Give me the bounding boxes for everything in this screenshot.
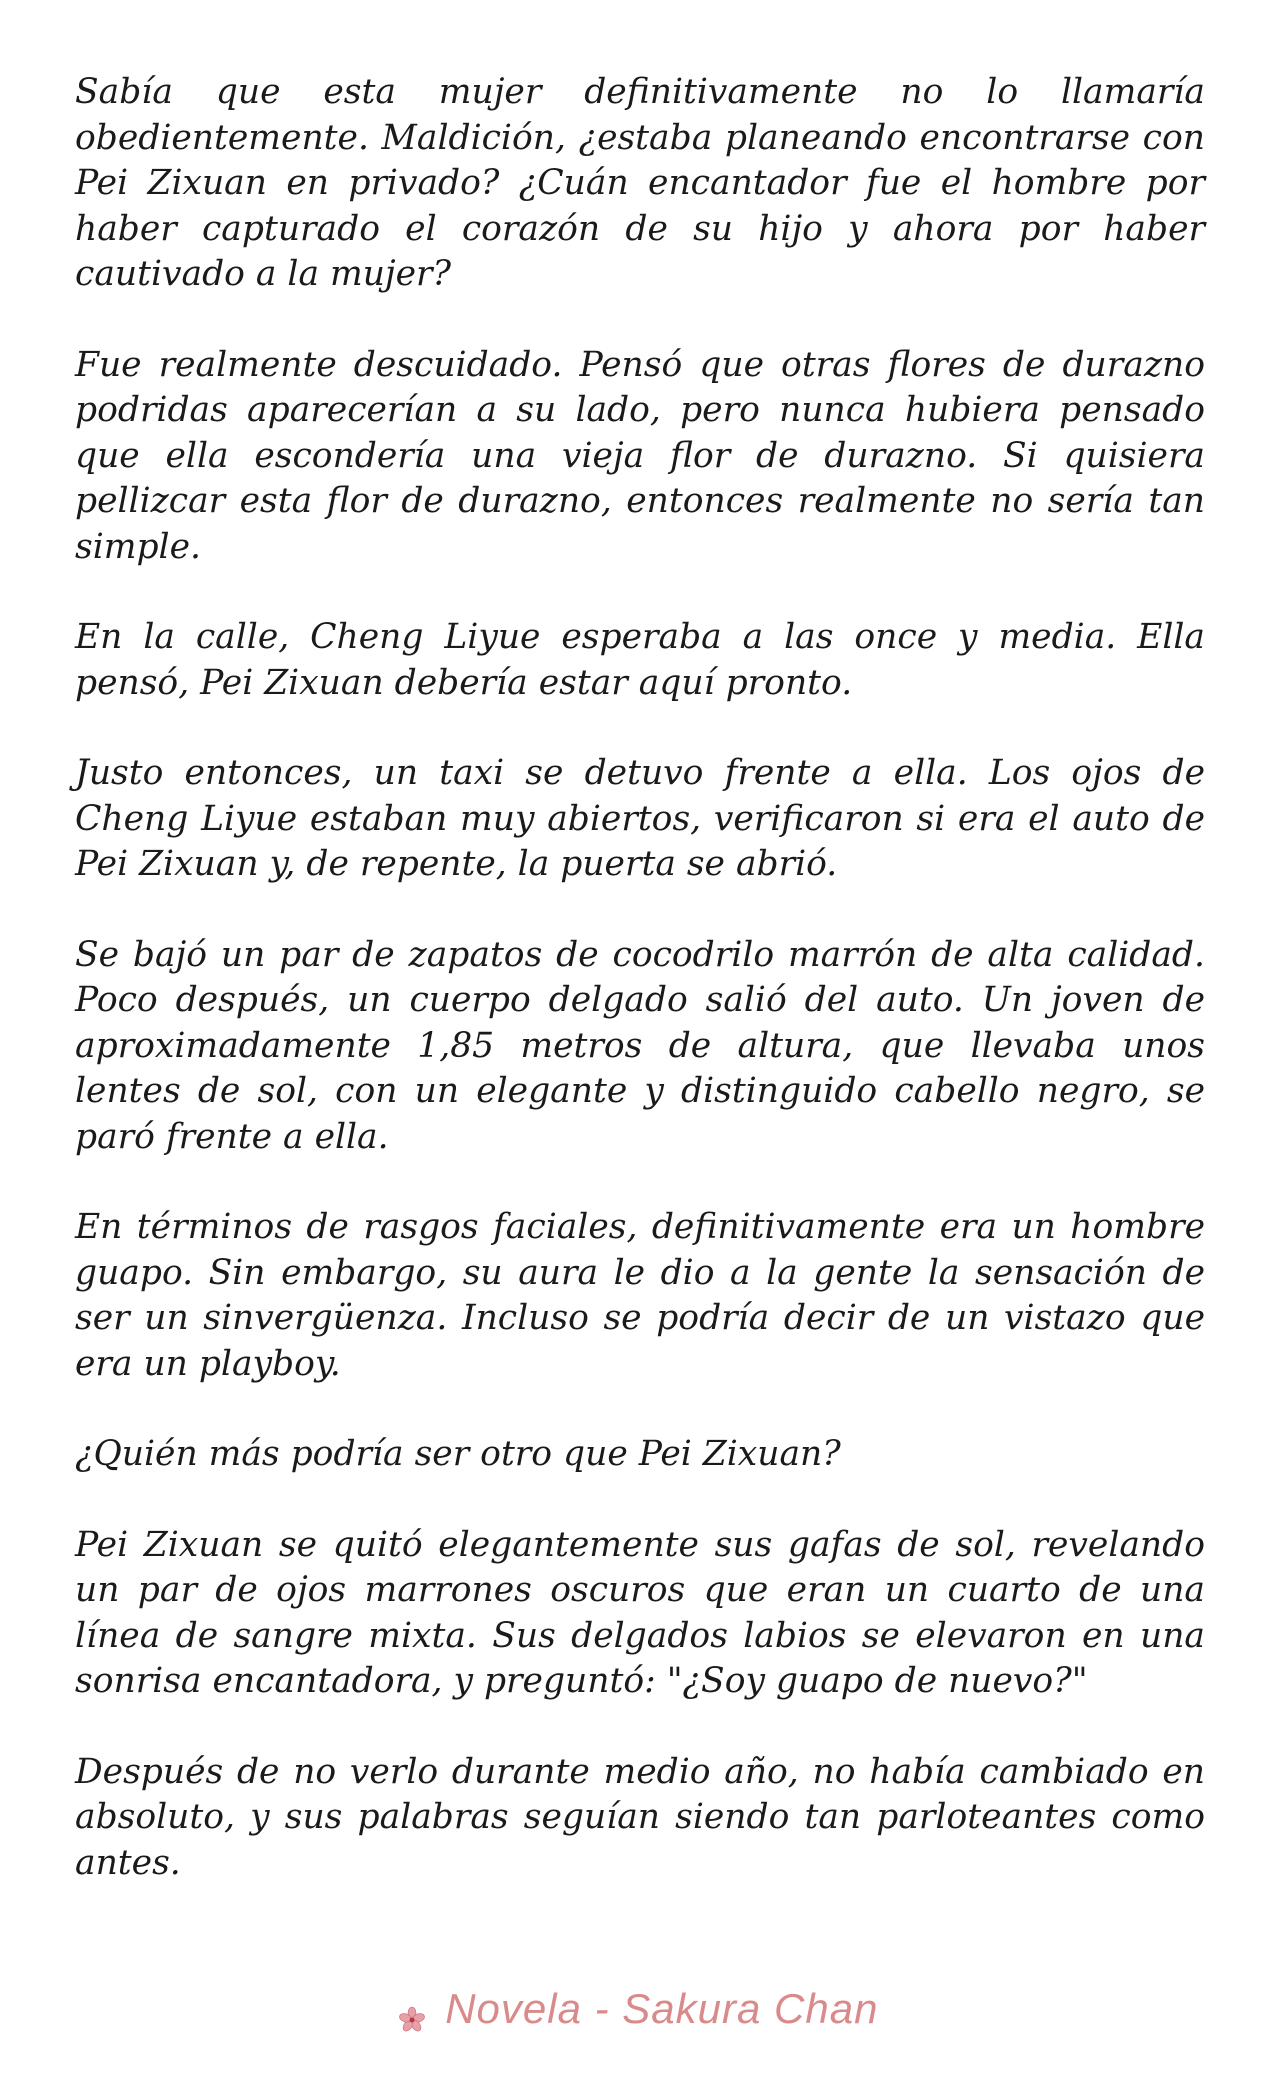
paragraph-6: En términos de rasgos faciales, definitivamente era un hombre guapo. Sin embargo, su aura le dio a la gente la sensación de ser un sinvergüenza. Incluso se podría decir de un vistazo que era un playboy. — [75, 1207, 1205, 1384]
watermark — [0, 1985, 1275, 2033]
sakura-flower-icon — [397, 1997, 427, 2027]
paragraph-3: En la calle, Cheng Liyue esperaba a las once y media. Ella pensó, Pei Zixuan debería estar aquí pronto. — [75, 617, 1205, 703]
paragraph-1: Sabía que esta mujer definitivamente no lo llamaría obedientemente. Maldición, ¿estaba planeando encontrarse con Pei Zixuan en privado? ¿Cuán encantador fue el hombre por haber capturado el corazón de su hijo y ahora por haber cautivado a la mujer? — [75, 72, 1205, 294]
paragraph-8: Pei Zixuan se quitó elegantemente sus gafas de sol, revelando un par de ojos marrones oscuros que eran un cuarto de una línea de sangre mixta. Sus delgados labios se elevaron en una sonrisa encantadora, y preguntó: "¿Soy guapo de nuevo?" — [75, 1524, 1205, 1701]
paragraph-5: Se bajó un par de zapatos de cocodrilo marrón de alta calidad. Poco después, un cuerpo delgado salió del auto. Un joven de aproximadamente 1,85 metros de altura, que llevaba unos lentes de sol, con un elegante y distinguido cabello negro, se paró frente a ella. — [75, 934, 1205, 1157]
paragraph-4: Justo entonces, un taxi se detuvo frente a ella. Los ojos de Cheng Liyue estaban muy abiertos, verificaron si era el auto de Pei Zixuan y, de repente, la puerta se abrió. — [75, 753, 1205, 884]
document-body — [75, 70, 1205, 1931]
watermark-text: Novela - Sakura Chan — [445, 1985, 879, 2032]
paragraph-2: Fue realmente descuidado. Pensó que otras flores de durazno podridas aparecerían a su lado, pero nunca hubiera pensado que ella escondería una vieja flor de durazno. Si quisiera pellizcar esta flor de durazno, entonces realmente no sería tan simple. — [75, 344, 1205, 567]
paragraph-9: Después de no verlo durante medio año, no había cambiado en absoluto, y sus palabras seguían siendo tan parloteantes como antes. — [75, 1751, 1205, 1883]
paragraph-7: ¿Quién más podría ser otro que Pei Zixuan? — [75, 1434, 841, 1474]
